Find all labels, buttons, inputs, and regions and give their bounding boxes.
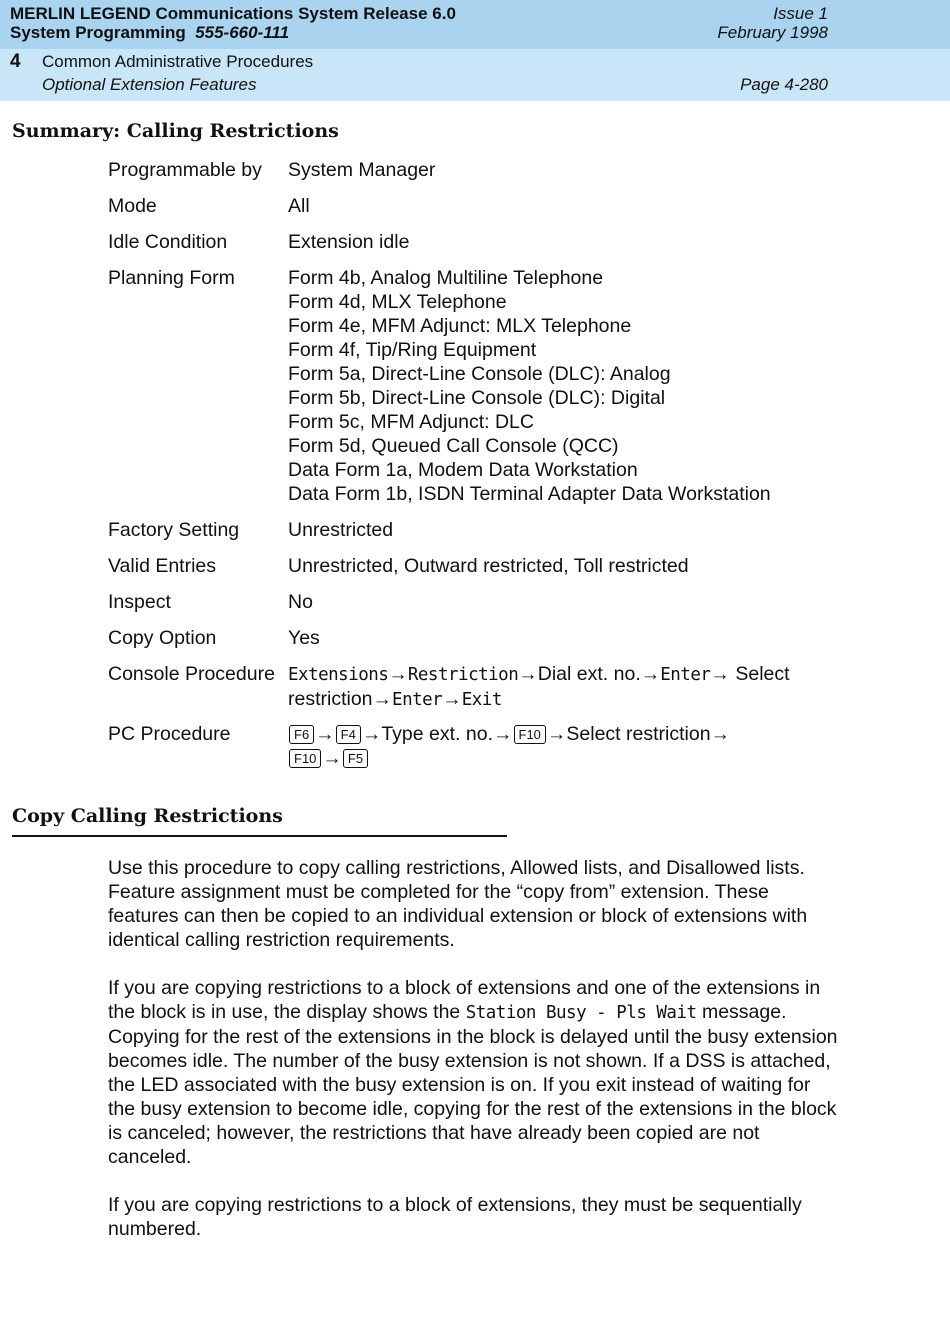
console-key-restriction: Restriction xyxy=(407,665,519,685)
row-label: Mode xyxy=(108,195,157,217)
arrow-icon: → xyxy=(388,663,408,685)
console-procedure-line xyxy=(288,687,790,712)
row-label: Console Procedure xyxy=(108,663,275,685)
planning-form-item: Form 4d, MLX Telephone xyxy=(288,291,507,313)
step-text: Select restriction xyxy=(566,723,711,745)
console-procedure-line xyxy=(288,662,790,687)
planning-form-item: Form 5b, Direct-Line Console (DLC): Digital xyxy=(288,387,666,409)
chapter-title: Common Administrative Procedures xyxy=(42,52,314,71)
doc-date: February 1998 xyxy=(717,23,828,42)
row-label: Idle Condition xyxy=(108,231,228,253)
paragraph-text: message. Copying for the rest of the extensions in the block is delayed until the busy extension becomes idle. The number of the busy extension is not shown. If a DSS is attached, the LED associated with the busy extension is on. If you exit instead of waiting for the busy extension to become idle, copying for the rest of the extensions in the block is canceled; however, the restrictions that have already been copied are not canceled. xyxy=(108,1001,838,1168)
step-text: Select xyxy=(735,663,790,685)
step-text: restriction xyxy=(288,688,373,710)
display-message: Station Busy - Pls Wait xyxy=(465,1003,697,1023)
step-text: Type ext. no. xyxy=(381,723,493,745)
planning-form-item: Form 5c, MFM Adjunct: DLC xyxy=(288,411,534,433)
arrow-icon: → xyxy=(361,723,382,745)
pc-procedure-line xyxy=(288,722,730,746)
console-key-exit: Exit xyxy=(461,690,502,710)
planning-form-item: Data Form 1b, ISDN Terminal Adapter Data Workstation xyxy=(288,483,771,505)
row-label: Inspect xyxy=(108,591,171,613)
console-key-enter: Enter xyxy=(660,665,711,685)
arrow-icon: → xyxy=(442,688,462,710)
row-value: Unrestricted, Outward restricted, Toll restricted xyxy=(288,555,689,577)
product-title: MERLIN LEGEND Communications System Release 6.0 xyxy=(10,4,456,23)
arrow-icon: → xyxy=(546,723,567,745)
section-title: Optional Extension Features xyxy=(42,75,257,94)
copy-section-body xyxy=(108,856,838,1241)
paragraph-text: If you are copying restrictions to a block of extensions and one of the extensions in the block is in use, the display shows the xyxy=(108,977,821,1023)
row-value: Yes xyxy=(288,627,320,649)
row-label: Factory Setting xyxy=(108,519,240,541)
paragraph: If you are copying restrictions to a block of extensions, they must be sequentially numbered. xyxy=(108,1194,802,1240)
planning-form-item: Form 5d, Queued Call Console (QCC) xyxy=(288,435,619,457)
doc-title-line xyxy=(10,23,289,43)
doc-title: System Programming xyxy=(10,23,186,42)
pc-procedure-steps xyxy=(288,722,730,770)
arrow-icon: → xyxy=(640,663,661,685)
console-key-enter: Enter xyxy=(392,690,443,710)
function-key-f10: F10 xyxy=(514,725,546,744)
planning-form-list xyxy=(288,266,771,506)
function-key-f10: F10 xyxy=(289,749,321,768)
planning-form-item: Data Form 1a, Modem Data Workstation xyxy=(288,459,638,481)
arrow-icon: → xyxy=(493,723,513,745)
row-label: PC Procedure xyxy=(108,723,231,745)
row-label: Copy Option xyxy=(108,627,217,649)
planning-form-item: Form 5a, Direct-Line Console (DLC): Analog xyxy=(288,363,671,385)
summary-heading: Summary: Calling Restrictions xyxy=(12,120,339,142)
row-value: System Manager xyxy=(288,159,436,181)
console-key-extensions: Extensions xyxy=(288,665,389,685)
arrow-icon: → xyxy=(518,663,538,685)
page-number: Page 4-280 xyxy=(740,75,828,94)
arrow-icon: → xyxy=(710,663,730,685)
row-label: Valid Entries xyxy=(108,555,217,577)
paragraph xyxy=(108,976,838,1169)
arrow-icon: → xyxy=(315,723,335,745)
arrow-icon: → xyxy=(372,688,393,710)
function-key-f6: F6 xyxy=(289,725,314,744)
planning-form-item: Form 4b, Analog Multiline Telephone xyxy=(288,267,604,289)
step-text: Dial ext. no. xyxy=(537,663,641,685)
arrow-icon: → xyxy=(322,747,342,769)
function-key-f5: F5 xyxy=(343,749,368,768)
function-key-f4: F4 xyxy=(336,725,361,744)
row-label: Planning Form xyxy=(108,267,235,289)
row-value: Unrestricted xyxy=(288,519,394,541)
planning-form-item: Form 4e, MFM Adjunct: MLX Telephone xyxy=(288,315,632,337)
doc-number: 555-660-111 xyxy=(195,23,290,42)
row-label: Programmable by xyxy=(108,159,262,181)
issue-label: Issue 1 xyxy=(773,4,828,23)
console-procedure-steps xyxy=(288,662,790,712)
chapter-number: 4 xyxy=(10,51,21,72)
heading-rule xyxy=(12,835,507,837)
planning-form-item: Form 4f, Tip/Ring Equipment xyxy=(288,339,537,361)
paragraph: Use this procedure to copy calling restrictions, Allowed lists, and Disallowed lists. Feature assignment must be completed for the “copy from” extension. These features can then be copied to an individual extension or block of extensions with identical calling restriction requirements. xyxy=(108,857,808,951)
row-value: All xyxy=(288,195,310,217)
pc-procedure-line xyxy=(288,746,730,770)
row-value: Extension idle xyxy=(288,231,410,253)
copy-section-heading: Copy Calling Restrictions xyxy=(12,805,283,827)
arrow-icon: → xyxy=(710,723,731,745)
row-value: No xyxy=(288,591,313,613)
